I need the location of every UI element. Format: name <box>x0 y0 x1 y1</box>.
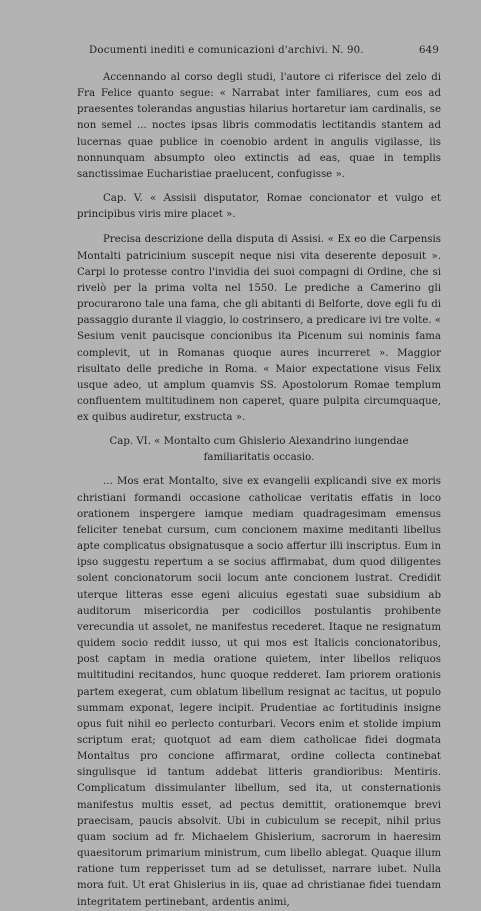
paragraph-studies: Accennando al corso degli studi, l'autore ci riferisce del zelo di Fra Felice quanto segue: « Narrabat inter familiares, cum eos ad praesentes tolerandas angustias hilarius hortaretur iam cardinalis, se non semel ... noctes ipsas libris commodatis lectitandis stantem ad lucernas quae publice in coenobio ardent in angulis vigilasse, iis nonnunquam absumpto oleo extinctis ad eas, quae in templis sanctissimae Eucharistiae praelucent, confugisse ». <box>77 72 441 180</box>
paragraph-assisi-disputation: Precisa descrizione della disputa di Assisi. « Ex eo die Carpensis Montalti patricinium suscepit neque nisi vita deserente deposuit ». Carpi lo protesse contro l'invidia dei suoi compagni di Ordine, che si rivelò per la prima volta nel 1550. Le prediche a Camerino gli procurarono tale una fama, che gli abitanti di Belforte, dove egli fu di passaggio durante il viaggio, lo costrinsero, a predicare ivi tre volte. « Sesium venit paucisque concionibus ita Picenum sui nominis fama complevit, ut in Romanas quoque aures incurreret ». Maggior risultato delle prediche in Roma. « Maior expectatione visus Felix usque adeo, ut amplum quamvis SS. Apostolorum Romae templum confluentem multitudinem non caperet, quare pulpita circumquaque, ex quibus audiretur, exstructa ». <box>77 234 441 424</box>
chapter-heading-5: Cap. V. « Assisii disputator, Romae concionator et vulgo et principibus viris mire placet ». <box>77 193 441 221</box>
page-number: 649 <box>418 45 439 56</box>
chapter-heading-6: Cap. VI. « Montalto cum Ghislerio Alexandrino iungendae familiaritatis occasio. <box>109 436 409 463</box>
page-header <box>89 45 439 61</box>
page-body <box>77 70 441 911</box>
running-title: Documenti inediti e comunicazioni d'archivi. N. 90. <box>89 45 364 56</box>
paragraph-montalto-libellus: ... Mos erat Montalto, sive ex evangelii explicandi sive ex moris christiani formandi occasione catholicae veritatis effatis in loco orationem inspergere iamque mediam quadragesimam emensus feliciter tenebat cursum, cum concionem maxime meditanti libellus apte complicatus obsignatusque a socio affertur illi inscriptus. Eum in ipso suggestu repertum a se socius affirmabat, dum quod diligentes solent concionatorum socii locum ante concionem lustrat. Credidit uterque litteras esse egeni alicuius egestati suae subsidium ab auditorum misericordia per codicillos postulantis prohibente verecundia ut assolet, ne manifestus recederet. Itaque ne resignatum quidem socio reddit iusso, ut qui mos est Italicis concionatoribus, post captam in media oratione quietem, inter libellos reliquos multitudini recitandos, hunc quoque redderet. Iam priorem orationis partem exegerat, cum oblatum libellum resignat ac tacitus, ut populo summam exponat, legere incipit. Prudentiae ac fortitudinis insigne opus fuit nihil eo perlecto conturbari. Vecors enim et stolide impium scriptum erat; quotquot ad eam diem catholicae fidei dogmata Montaltus pro concione affirmarat, ordine collecta continebat singulisque id tantum addebat litteris grandioribus: Mentiris. Complicatum dissimulanter libellum, sed ita, ut consternationis manifestus multis esset, ad pectus demittit, orationemque brevi praecisam, paucis absolvit. Ubi in cubiculum se recepit, nihil prius quam socium ad fr. Michaelem Ghislerium, sacrorum in haeresim quaesitorum primarium ministrum, cum libello ablegat. Quaque illum ratione tum repperisset tum ad se detulisset, narrare iubet. Nulla mora fuit. Ut erat Ghislerius in iis, quae ad christianae fidei tuendam integritatem pertinebant, ardentis animi, <box>77 476 441 908</box>
